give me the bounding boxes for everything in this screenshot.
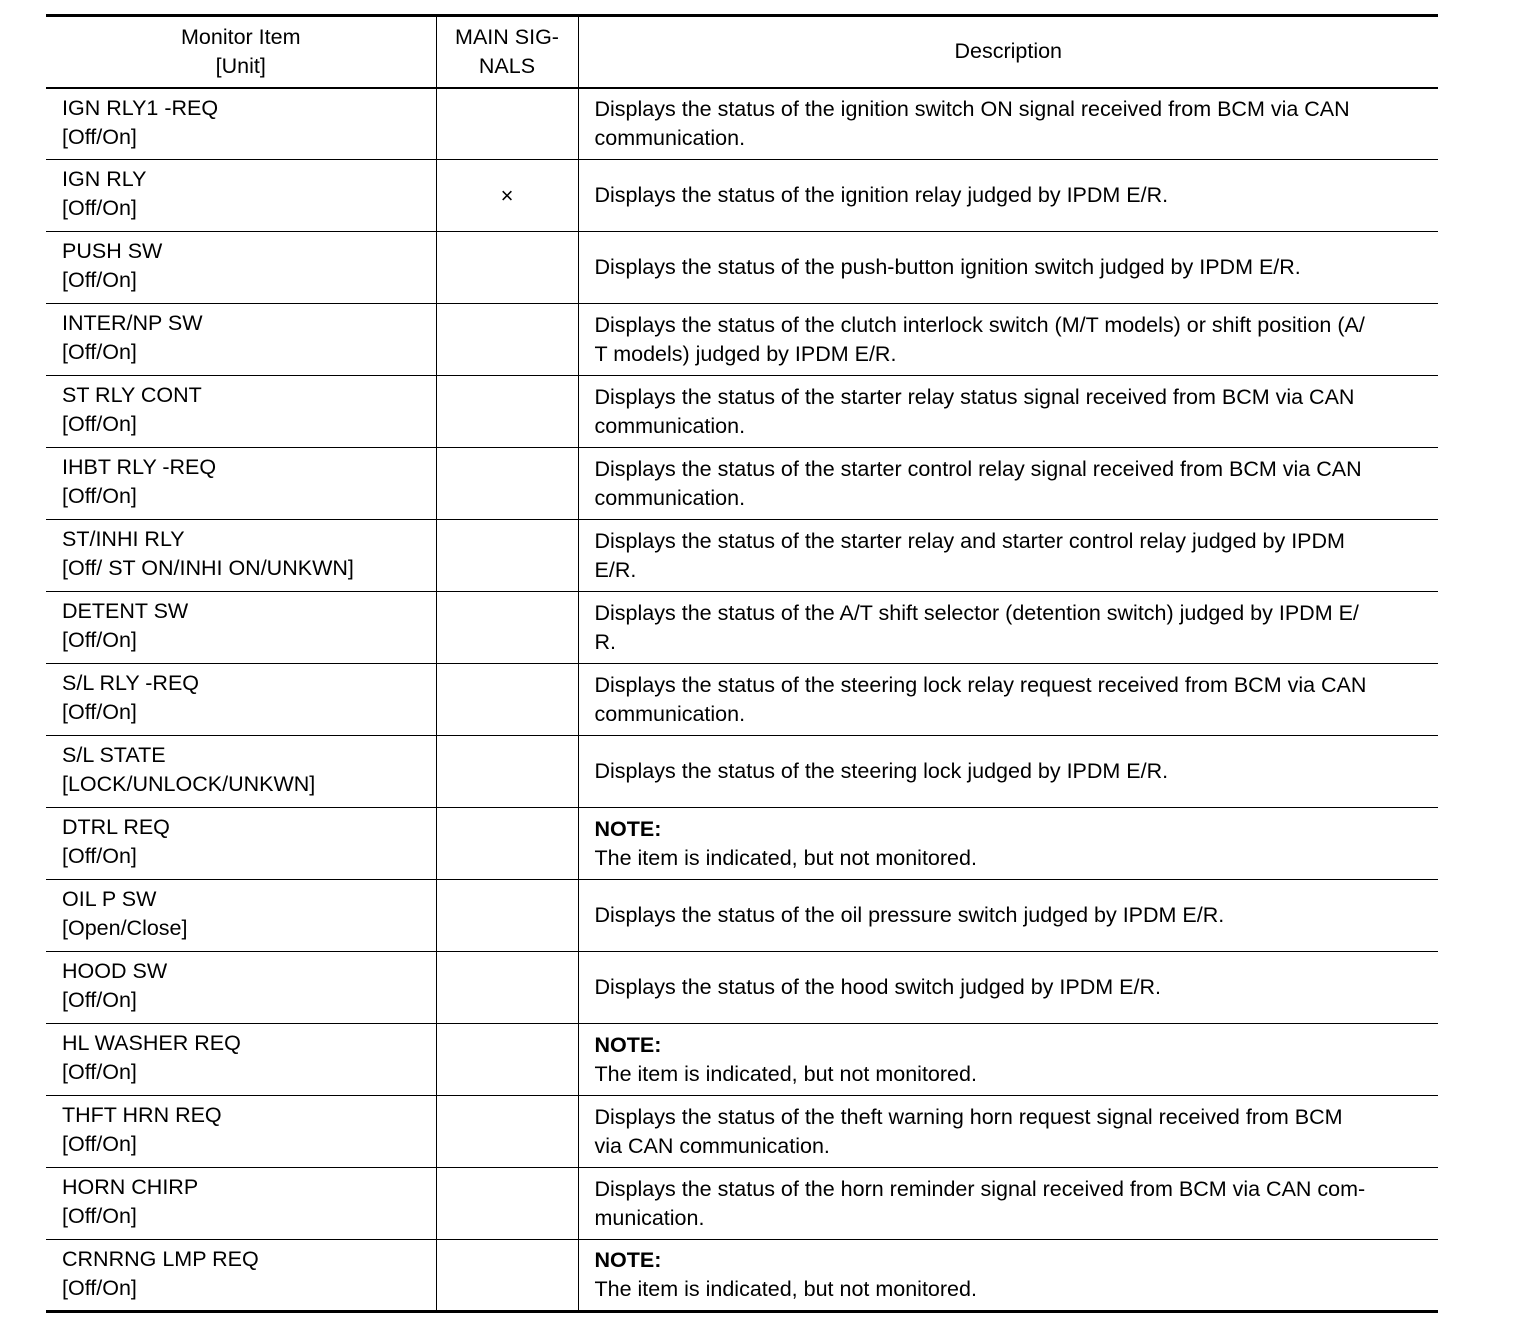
table-row	[46, 952, 1438, 1024]
main-signal-cell	[436, 1168, 578, 1240]
description-line: Displays the status of the starter control relay signal received from BCM via CAN	[594, 456, 1362, 481]
monitor-item-unit: [Off/On]	[62, 844, 137, 868]
monitor-item-name: THFT HRN REQ	[62, 1103, 222, 1127]
description-cell	[578, 160, 1438, 232]
monitor-item-cell	[46, 1240, 436, 1312]
main-signal-cell	[436, 232, 578, 304]
table-row	[46, 1096, 1438, 1168]
monitor-item-cell	[46, 880, 436, 952]
table-row	[46, 448, 1438, 520]
monitor-item-unit: [Off/On]	[62, 268, 137, 292]
description-line: Displays the status of the starter relay and starter control relay judged by IPDM	[594, 528, 1345, 553]
description-line: communication.	[594, 413, 746, 438]
monitor-item-unit: [Off/On]	[62, 1276, 137, 1300]
monitor-item-unit: [Off/On]	[62, 1204, 137, 1228]
monitor-item-unit: [Off/On]	[62, 484, 137, 508]
monitor-item-cell	[46, 592, 436, 664]
description-line: The item is indicated, but not monitored.	[594, 1277, 977, 1301]
description-line: Displays the status of the hood switch judged by IPDM E/R.	[594, 975, 1161, 999]
description-cell	[578, 448, 1438, 520]
table-row	[46, 160, 1438, 232]
main-signal-cell	[436, 88, 578, 160]
monitor-item-cell	[46, 736, 436, 808]
monitor-item-unit: [Off/On]	[62, 124, 137, 149]
monitor-item-name: ST RLY CONT	[62, 383, 202, 407]
description-cell	[578, 232, 1438, 304]
monitor-item-name: IGN RLY1 -REQ	[62, 95, 219, 120]
description-line: E/R.	[594, 557, 637, 582]
table-row	[46, 736, 1438, 808]
monitor-item-cell	[46, 1168, 436, 1240]
main-signal-cell	[436, 448, 578, 520]
note-label: NOTE:	[594, 1032, 662, 1057]
note-label: NOTE:	[594, 816, 662, 841]
header-main-signals	[436, 16, 578, 88]
main-signal-cell	[436, 520, 578, 592]
monitor-item-unit: [Off/On]	[62, 412, 137, 436]
monitor-item-cell	[46, 160, 436, 232]
monitor-item-unit: [Off/On]	[62, 700, 137, 724]
main-signal-cell	[436, 880, 578, 952]
monitor-item-name: INTER/NP SW	[62, 311, 203, 335]
description-cell	[578, 520, 1438, 592]
monitor-item-cell	[46, 952, 436, 1024]
description-line: Displays the status of the push-button ignition switch judged by IPDM E/R.	[594, 255, 1301, 279]
main-signal-cell	[436, 304, 578, 376]
table-row	[46, 376, 1438, 448]
monitor-item-name: S/L STATE	[62, 743, 166, 767]
monitor-item-cell	[46, 376, 436, 448]
monitor-item-name: DTRL REQ	[62, 815, 170, 839]
monitor-item-name: HORN CHIRP	[62, 1175, 199, 1199]
monitor-item-table	[46, 14, 1438, 1313]
description-cell	[578, 880, 1438, 952]
main-signal-cell	[436, 736, 578, 808]
monitor-item-unit: [Off/On]	[62, 988, 137, 1012]
description-cell	[578, 1024, 1438, 1096]
table-row	[46, 304, 1438, 376]
description-line: Displays the status of the theft warning horn request signal received from BCM	[594, 1104, 1343, 1129]
main-signal-cell	[436, 592, 578, 664]
description-line: Displays the status of the ignition switch ON signal received from BCM via CAN	[594, 96, 1350, 121]
description-line: communication.	[594, 701, 746, 726]
description-line: The item is indicated, but not monitored.	[594, 1061, 977, 1086]
monitor-item-unit: [LOCK/UNLOCK/UNKWN]	[62, 772, 316, 796]
main-signal-mark: ×	[500, 182, 514, 208]
description-line: Displays the status of the steering lock relay request received from BCM via CAN	[594, 672, 1367, 697]
monitor-item-unit: [Off/On]	[62, 340, 137, 364]
description-cell	[578, 1096, 1438, 1168]
main-signal-cell	[436, 1024, 578, 1096]
description-cell	[578, 1240, 1438, 1312]
description-line: Displays the status of the clutch interlock switch (M/T models) or shift position (A/	[594, 312, 1365, 337]
description-cell	[578, 592, 1438, 664]
monitor-item-cell	[46, 1024, 436, 1096]
table-row	[46, 1024, 1438, 1096]
table-header-row	[46, 16, 1438, 88]
table-row	[46, 880, 1438, 952]
description-line: The item is indicated, but not monitored.	[594, 845, 977, 870]
header-monitor-item-line: Monitor Item	[181, 24, 301, 49]
note-label: NOTE:	[594, 1248, 662, 1272]
monitor-item-name: HOOD SW	[62, 959, 168, 983]
table-row	[46, 232, 1438, 304]
header-monitor-item-line: [Unit]	[215, 53, 266, 78]
monitor-item-cell	[46, 1096, 436, 1168]
monitor-item-name: DETENT SW	[62, 599, 189, 623]
monitor-item-unit: [Off/On]	[62, 1132, 137, 1156]
main-signal-cell	[436, 160, 578, 232]
monitor-item-name: CRNRNG LMP REQ	[62, 1247, 259, 1271]
description-line: Displays the status of the steering lock judged by IPDM E/R.	[594, 759, 1169, 783]
monitor-item-unit: [Open/Close]	[62, 916, 188, 940]
description-line: R.	[594, 629, 616, 654]
description-line: Displays the status of the oil pressure switch judged by IPDM E/R.	[594, 903, 1225, 927]
monitor-item-cell	[46, 664, 436, 736]
table-row	[46, 592, 1438, 664]
description-line: munication.	[594, 1205, 705, 1230]
monitor-item-name: PUSH SW	[62, 239, 163, 263]
description-line: Displays the status of the horn reminder signal received from BCM via CAN com-	[594, 1176, 1366, 1201]
description-cell	[578, 736, 1438, 808]
main-signal-cell	[436, 808, 578, 880]
header-main-signals-line: NALS	[478, 53, 536, 78]
monitor-item-unit: [Off/On]	[62, 196, 137, 220]
header-description: Description	[578, 16, 1438, 88]
main-signal-cell	[436, 1096, 578, 1168]
description-cell	[578, 304, 1438, 376]
monitor-item-name: HL WASHER REQ	[62, 1031, 241, 1055]
description-cell	[578, 952, 1438, 1024]
description-cell	[578, 88, 1438, 160]
monitor-item-cell	[46, 232, 436, 304]
monitor-item-name: IGN RLY	[62, 167, 147, 191]
monitor-item-cell	[46, 448, 436, 520]
description-cell	[578, 376, 1438, 448]
table-row	[46, 1240, 1438, 1312]
description-line: Displays the status of the ignition relay judged by IPDM E/R.	[594, 183, 1169, 207]
description-cell	[578, 808, 1438, 880]
monitor-item-name: OIL P SW	[62, 887, 157, 911]
monitor-item-name: S/L RLY -REQ	[62, 671, 200, 695]
header-main-signals-line: MAIN SIG-	[455, 24, 559, 49]
monitor-item-name: IHBT RLY -REQ	[62, 455, 217, 479]
main-signal-cell	[436, 664, 578, 736]
description-line: T models) judged by IPDM E/R.	[594, 341, 897, 366]
main-signal-cell	[436, 376, 578, 448]
monitor-item-cell	[46, 304, 436, 376]
description-line: communication.	[594, 485, 746, 510]
description-line: Displays the status of the starter relay status signal received from BCM via CAN	[594, 384, 1355, 409]
main-signal-cell	[436, 1240, 578, 1312]
description-line: via CAN communication.	[594, 1133, 830, 1158]
description-cell	[578, 1168, 1438, 1240]
table-row	[46, 808, 1438, 880]
description-line: communication.	[594, 125, 746, 150]
header-monitor-item	[46, 16, 436, 88]
table-row	[46, 664, 1438, 736]
monitor-item-name: ST/INHI RLY	[62, 527, 185, 551]
table-row	[46, 520, 1438, 592]
table-row	[46, 1168, 1438, 1240]
description-cell	[578, 664, 1438, 736]
monitor-item-cell	[46, 88, 436, 160]
table-row	[46, 88, 1438, 160]
description-line: Displays the status of the A/T shift selector (detention switch) judged by IPDM E/	[594, 600, 1359, 625]
monitor-item-unit: [Off/ ST ON/INHI ON/UNKWN]	[62, 556, 354, 580]
main-signal-cell	[436, 952, 578, 1024]
monitor-item-cell	[46, 808, 436, 880]
table-body	[46, 88, 1438, 1312]
monitor-item-unit: [Off/On]	[62, 1060, 137, 1084]
monitor-item-cell	[46, 520, 436, 592]
monitor-item-unit: [Off/On]	[62, 628, 137, 652]
